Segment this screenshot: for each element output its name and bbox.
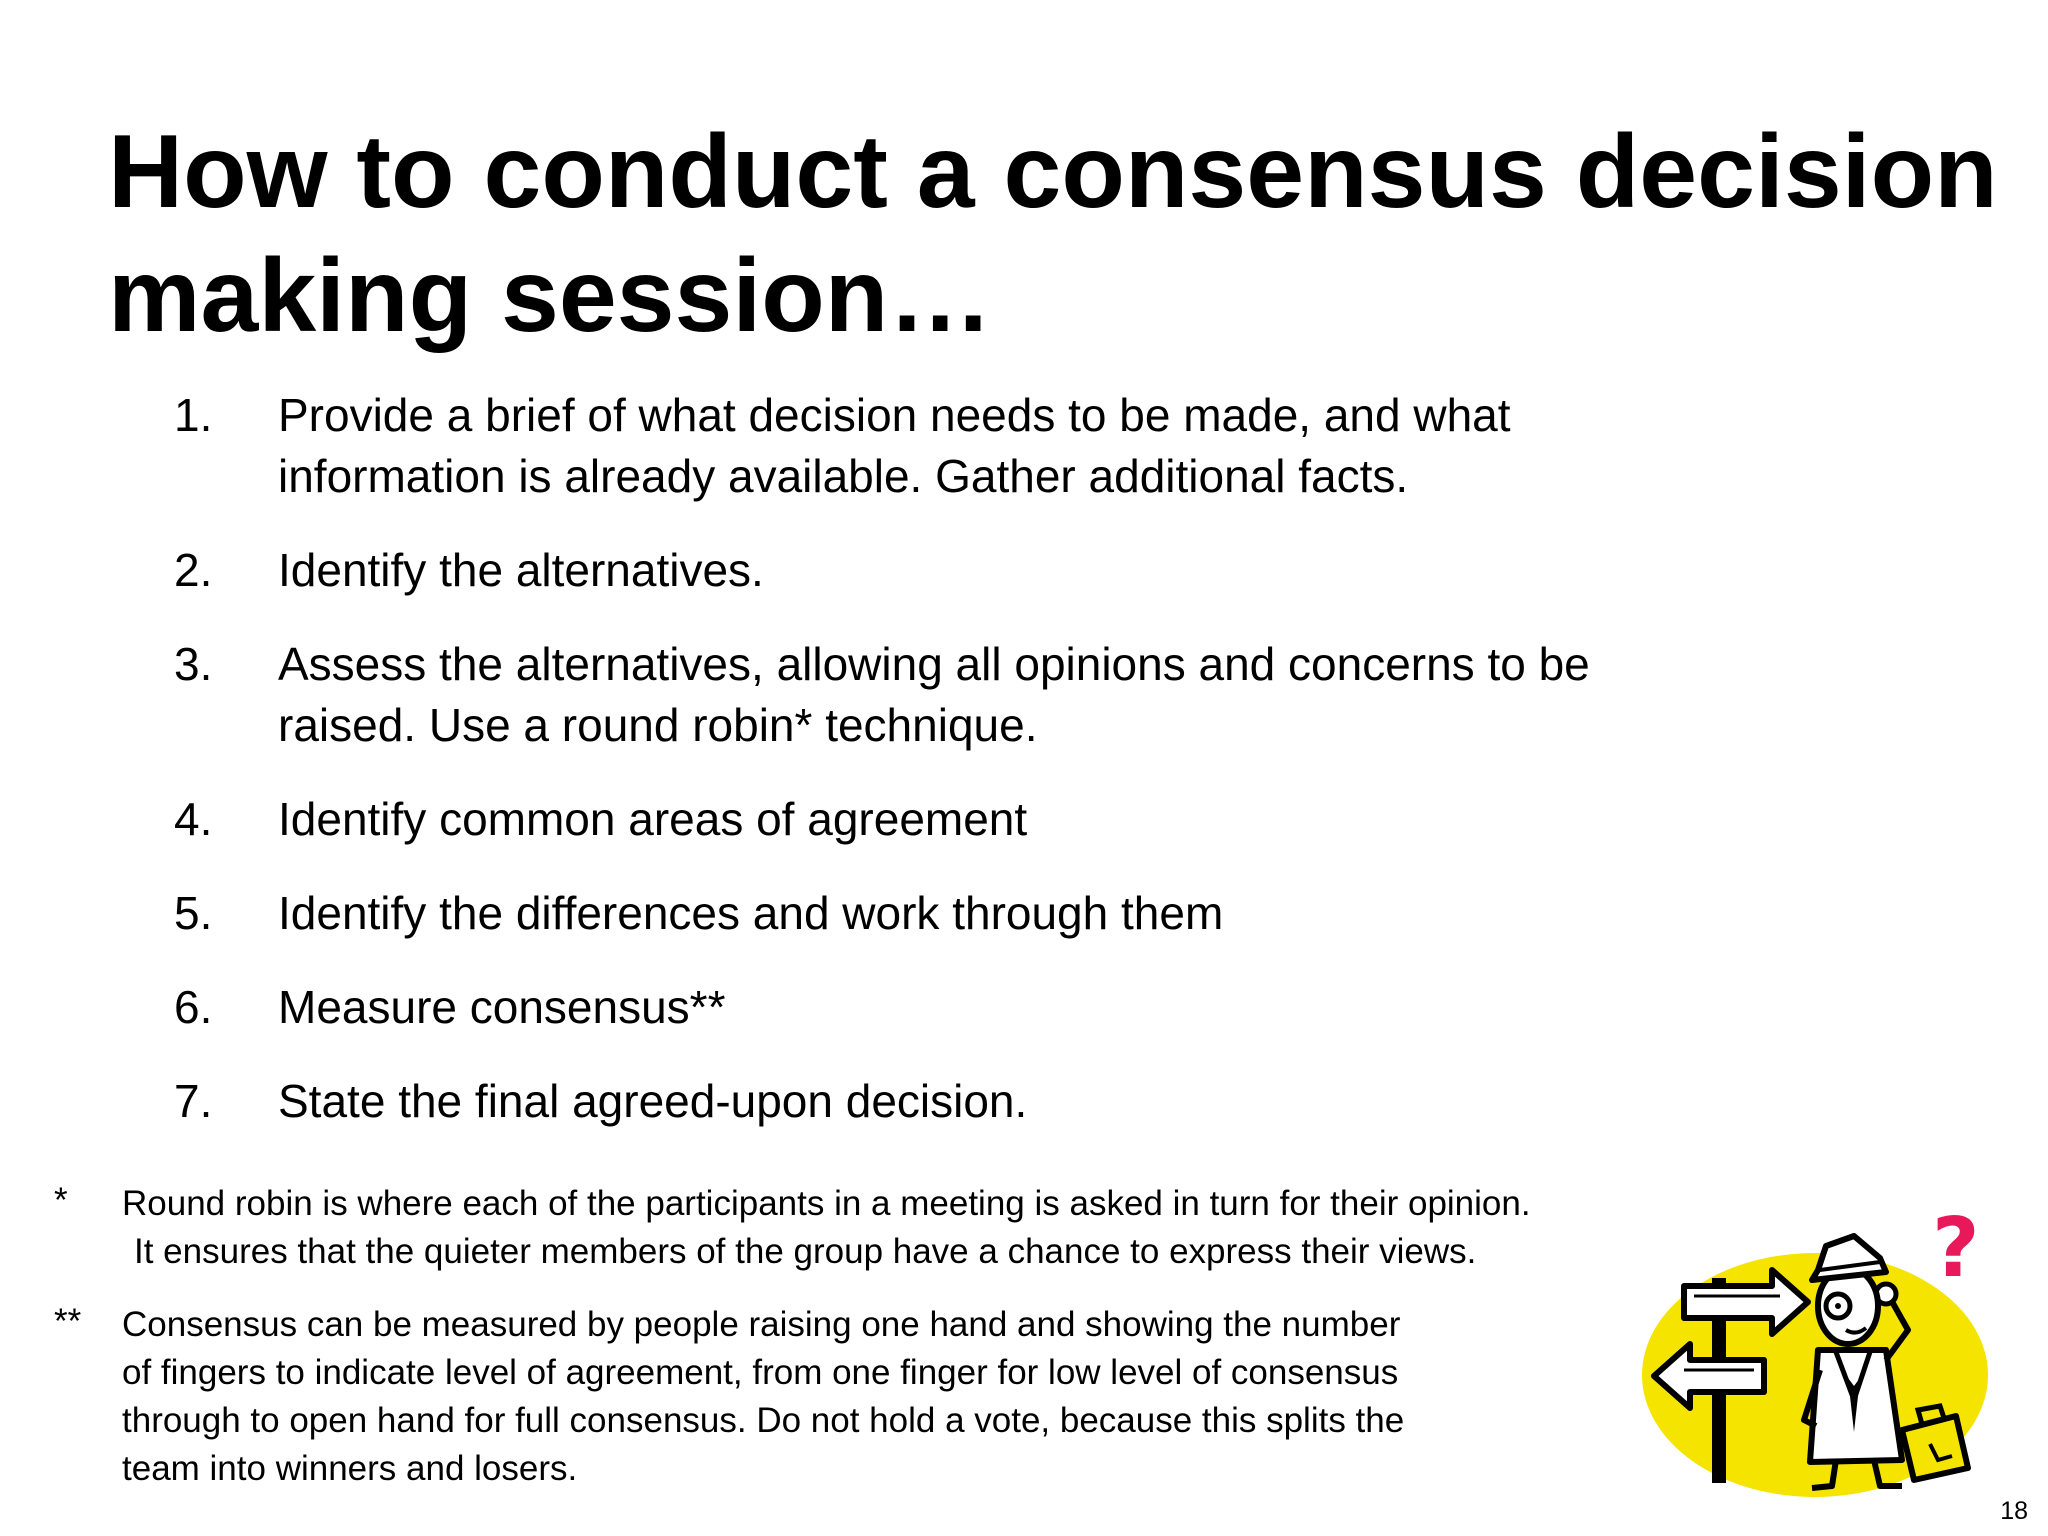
step-text — [278, 385, 1894, 507]
step-item-5 — [174, 883, 1894, 944]
footnote-line: Round robin is where each of the participants in a meeting is asked in turn for their opinion. — [122, 1184, 1531, 1223]
step-item-3 — [174, 634, 1894, 756]
step-item-7 — [174, 1071, 1894, 1132]
step-text-line: Provide a brief of what decision needs to be made, and what — [278, 389, 1511, 441]
question-mark-icon: ? — [1932, 1210, 1980, 1296]
footnote-line: team into winners and losers. — [122, 1449, 578, 1488]
page-number: 18 — [2000, 1497, 2028, 1525]
step-item-4 — [174, 789, 1894, 850]
slide-title-line-2: making session… — [108, 238, 993, 354]
step-text — [278, 977, 1894, 1038]
briefcase — [1902, 1416, 1968, 1480]
step-text-line: Identify common areas of agreement — [278, 793, 1028, 845]
person-eye — [1835, 1303, 1841, 1309]
step-text — [278, 1071, 1894, 1132]
footnote-consensus — [54, 1301, 1754, 1493]
step-text-line: Identify the alternatives. — [278, 544, 764, 596]
step-item-2 — [174, 540, 1894, 601]
person-hat — [1812, 1236, 1886, 1280]
step-number: 5. — [174, 887, 213, 939]
footnote-round-robin — [54, 1180, 1754, 1276]
step-text-line: State the final agreed-upon decision. — [278, 1075, 1028, 1127]
footnote-line: It ensures that the quieter members of the group have a chance to express their views. — [134, 1232, 1477, 1271]
steps-list — [174, 385, 1894, 1165]
step-item-1 — [174, 385, 1894, 507]
footnote-mark: * — [54, 1181, 68, 1220]
step-number: 4. — [174, 793, 213, 845]
step-number: 1. — [174, 389, 213, 441]
step-text-line: Assess the alternatives, allowing all opinions and concerns to be — [278, 638, 1590, 690]
step-text — [278, 540, 1894, 601]
step-text-line: information is already available. Gather additional facts. — [278, 450, 1409, 502]
step-number: 2. — [174, 544, 213, 596]
step-number: 7. — [174, 1075, 213, 1127]
step-text-line: Identify the differences and work through them — [278, 887, 1224, 939]
step-text-line: raised. Use a round robin* technique. — [278, 699, 1038, 751]
step-text — [278, 789, 1894, 850]
slide-title-line-1: How to conduct a consensus decision — [108, 114, 1998, 230]
step-number: 3. — [174, 638, 213, 690]
footnote-line: through to open hand for full consensus. Do not hold a vote, because this splits the — [122, 1401, 1405, 1440]
confused-person-at-signpost-icon — [1640, 1210, 2010, 1500]
footnotes — [54, 1180, 1754, 1518]
step-text — [278, 883, 1894, 944]
step-text — [278, 634, 1894, 756]
step-text-line: Measure consensus** — [278, 981, 726, 1033]
slide-title — [108, 110, 2008, 358]
footnote-mark: ** — [54, 1302, 82, 1341]
step-number: 6. — [174, 981, 213, 1033]
step-item-6 — [174, 977, 1894, 1038]
footnote-line: of fingers to indicate level of agreement, from one finger for low level of consensus — [122, 1353, 1399, 1392]
footnote-line: Consensus can be measured by people raising one hand and showing the number — [122, 1305, 1401, 1344]
